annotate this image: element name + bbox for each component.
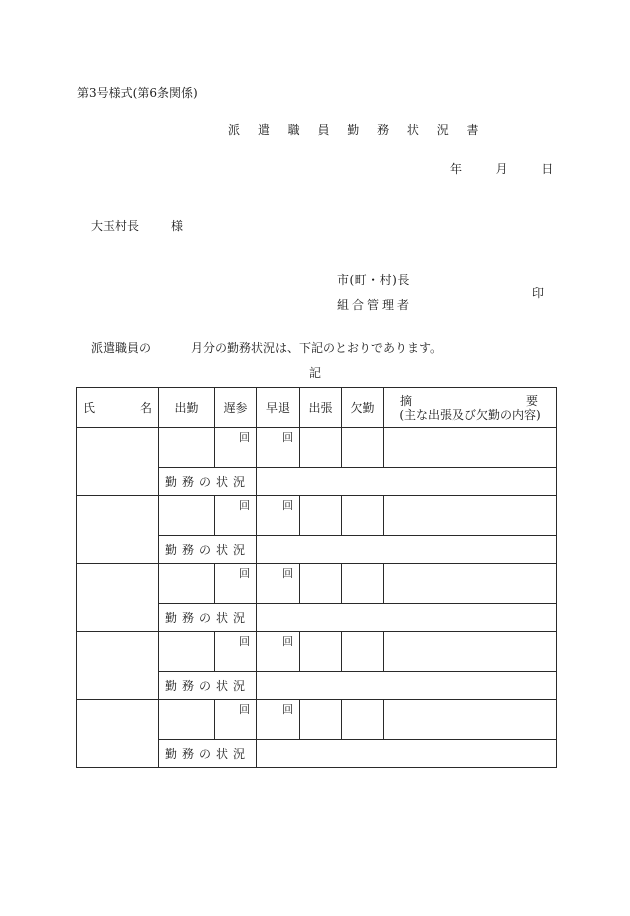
employee-count-row bbox=[77, 496, 557, 536]
intro-sentence bbox=[91, 339, 442, 356]
addressee-name: 大玉村長 bbox=[91, 219, 140, 233]
remarks-cell[interactable] bbox=[384, 632, 557, 672]
work-status-label: 勤務の状況 bbox=[159, 536, 257, 564]
employee-name-cell[interactable] bbox=[77, 632, 159, 700]
header-row bbox=[77, 388, 557, 428]
addressee-honorific: 様 bbox=[171, 219, 184, 233]
early-leave-count-cell[interactable] bbox=[257, 428, 300, 468]
note-heading: 記 bbox=[309, 366, 322, 380]
remarks-cell[interactable] bbox=[384, 700, 557, 740]
early-leave-count-cell[interactable] bbox=[257, 700, 300, 740]
early-leave-count-unit: 回 bbox=[282, 431, 293, 444]
header-attendance: 出勤 bbox=[159, 388, 215, 428]
absence-cell[interactable] bbox=[342, 496, 384, 536]
business-trip-cell[interactable] bbox=[300, 564, 342, 604]
late-count-unit: 回 bbox=[239, 499, 250, 512]
remarks-cell[interactable] bbox=[384, 428, 557, 468]
business-trip-cell[interactable] bbox=[300, 632, 342, 672]
work-status-label: 勤務の状況 bbox=[159, 672, 257, 700]
late-count-unit: 回 bbox=[239, 703, 250, 716]
header-late: 遅参 bbox=[215, 388, 257, 428]
work-status-cell[interactable] bbox=[257, 604, 557, 632]
header-remarks: 摘 要 (主な出張及び欠勤の内容) bbox=[384, 388, 557, 428]
employee-count-row bbox=[77, 428, 557, 468]
header-remarks-sub: (主な出張及び欠勤の内容) bbox=[399, 407, 541, 422]
date-year-label: 年 bbox=[450, 162, 463, 176]
employee-count-row bbox=[77, 632, 557, 672]
form-number: 第3号様式(第6条関係) bbox=[77, 86, 198, 100]
attendance-cell[interactable] bbox=[159, 632, 215, 672]
late-count-cell[interactable] bbox=[215, 632, 257, 672]
work-status-cell[interactable] bbox=[257, 468, 557, 496]
header-name: 氏 名 bbox=[77, 388, 159, 428]
early-leave-count-cell[interactable] bbox=[257, 496, 300, 536]
employee-name-cell[interactable] bbox=[77, 700, 159, 768]
late-count-unit: 回 bbox=[239, 431, 250, 444]
employee-count-row bbox=[77, 700, 557, 740]
remarks-cell[interactable] bbox=[384, 564, 557, 604]
header-absence: 欠勤 bbox=[342, 388, 384, 428]
attendance-cell[interactable] bbox=[159, 428, 215, 468]
business-trip-cell[interactable] bbox=[300, 700, 342, 740]
late-count-cell[interactable] bbox=[215, 700, 257, 740]
late-count-cell[interactable] bbox=[215, 564, 257, 604]
employee-name-cell[interactable] bbox=[77, 428, 159, 496]
absence-cell[interactable] bbox=[342, 428, 384, 468]
header-early-leave: 早退 bbox=[257, 388, 300, 428]
sender-line-2: 組合管理者 bbox=[337, 298, 413, 312]
late-count-unit: 回 bbox=[239, 567, 250, 580]
seal-mark: 印 bbox=[532, 286, 545, 300]
absence-cell[interactable] bbox=[342, 632, 384, 672]
early-leave-count-cell[interactable] bbox=[257, 564, 300, 604]
late-count-cell[interactable] bbox=[215, 428, 257, 468]
header-business-trip: 出張 bbox=[300, 388, 342, 428]
remarks-cell[interactable] bbox=[384, 496, 557, 536]
addressee bbox=[91, 217, 183, 234]
work-status-label: 勤務の状況 bbox=[159, 740, 257, 768]
work-status-label: 勤務の状況 bbox=[159, 468, 257, 496]
employee-name-cell[interactable] bbox=[77, 496, 159, 564]
late-count-cell[interactable] bbox=[215, 496, 257, 536]
early-leave-count-cell[interactable] bbox=[257, 632, 300, 672]
intro-suffix: 月分の勤務状況は、下記のとおりであります。 bbox=[191, 341, 443, 355]
date-day-label: 日 bbox=[541, 162, 554, 176]
absence-cell[interactable] bbox=[342, 700, 384, 740]
early-leave-count-unit: 回 bbox=[282, 635, 293, 648]
date-month-label: 月 bbox=[495, 162, 508, 176]
status-table bbox=[76, 387, 557, 768]
business-trip-cell[interactable] bbox=[300, 496, 342, 536]
work-status-cell[interactable] bbox=[257, 672, 557, 700]
attendance-cell[interactable] bbox=[159, 564, 215, 604]
employee-name-cell[interactable] bbox=[77, 564, 159, 632]
document-title: 派 遣 職 員 勤 務 状 況 書 bbox=[228, 123, 486, 137]
absence-cell[interactable] bbox=[342, 564, 384, 604]
date-line bbox=[450, 160, 553, 177]
employee-count-row bbox=[77, 564, 557, 604]
sender-line-1: 市(町・村)長 bbox=[337, 273, 410, 287]
attendance-cell[interactable] bbox=[159, 496, 215, 536]
work-status-cell[interactable] bbox=[257, 536, 557, 564]
attendance-cell[interactable] bbox=[159, 700, 215, 740]
early-leave-count-unit: 回 bbox=[282, 703, 293, 716]
work-status-cell[interactable] bbox=[257, 740, 557, 768]
intro-prefix: 派遣職員の bbox=[91, 341, 152, 355]
late-count-unit: 回 bbox=[239, 635, 250, 648]
work-status-label: 勤務の状況 bbox=[159, 604, 257, 632]
business-trip-cell[interactable] bbox=[300, 428, 342, 468]
early-leave-count-unit: 回 bbox=[282, 567, 293, 580]
early-leave-count-unit: 回 bbox=[282, 499, 293, 512]
